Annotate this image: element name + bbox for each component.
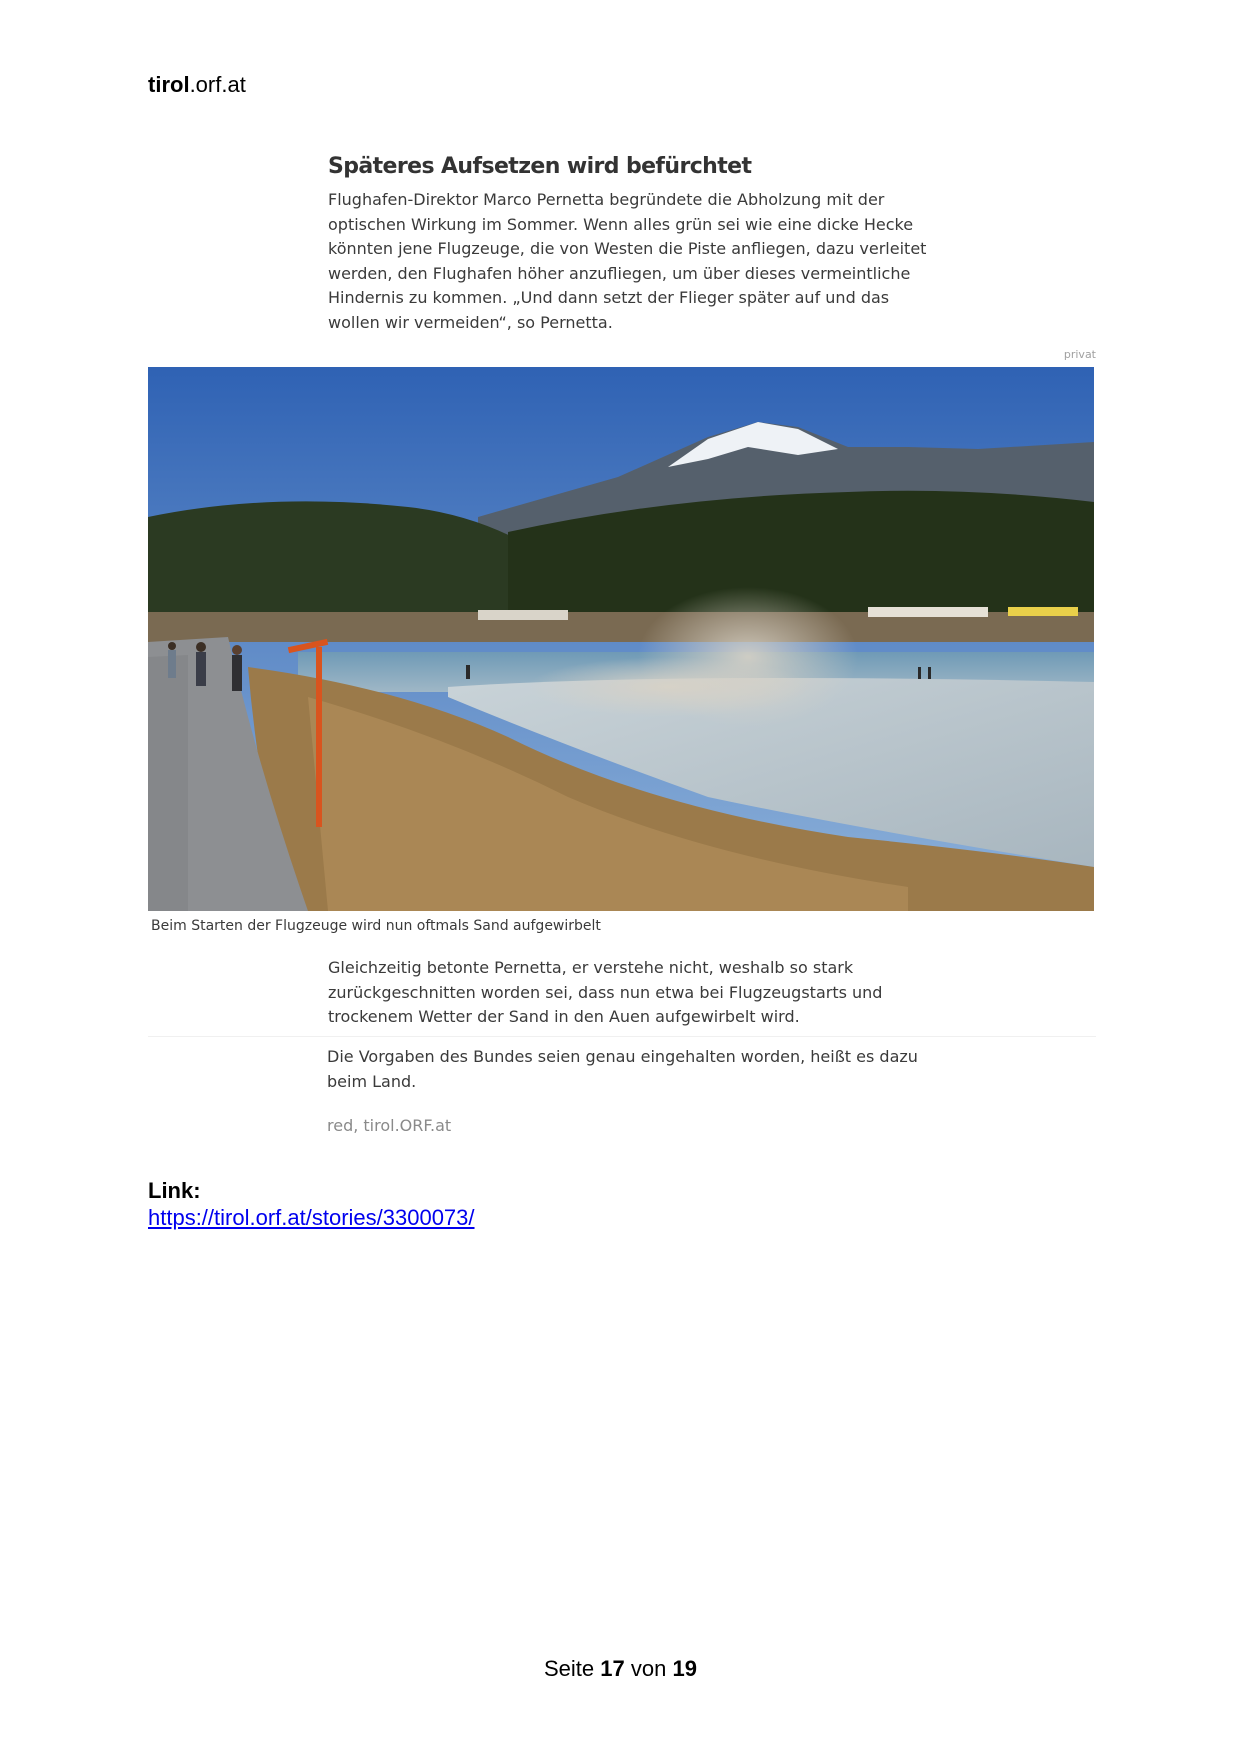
article-paragraph: Gleichzeitig betonte Pernetta, er verstehe nicht, weshalb so stark zurückgeschnitten worden sei, dass nun etwa bei Flugzeugstarts und trockenem Wetter der Sand in den Auen aufgewirbelt wird. [328,958,883,1026]
paragraph-divider [148,1036,1096,1037]
page-counter-middle: von [630,1656,667,1681]
article-author: red, tirol.ORF.at [327,1116,452,1135]
page-counter-prefix: Seite [544,1656,595,1681]
source-label [148,72,246,98]
article-photo [148,367,1094,911]
page-total: 19 [672,1656,697,1681]
source-label-rest: .orf.at [189,72,246,97]
page-counter [0,1656,1241,1682]
source-label-bold: tirol [148,72,190,97]
photo-credit: privat [1063,348,1096,361]
article-headline: Späteres Aufsetzen wird befürchtet [328,154,752,179]
page-current: 17 [600,1656,625,1681]
link-label: Link: [148,1178,201,1203]
source-link[interactable]: https://tirol.orf.at/stories/3300073/ [148,1205,475,1230]
article-paragraph: Die Vorgaben des Bundes seien genau eingehalten worden, heißt es dazu beim Land. [327,1047,918,1091]
article-lead-paragraph: Flughafen-Direktor Marco Pernetta begründete die Abholzung mit der optischen Wirkung im Sommer. Wenn alles grün sei wie eine dicke Hecke könnten jene Flugzeuge, die von Westen die Piste anfliegen, dazu verleitet werden, den Flughafen höher anzufliegen, um über dieses vermeintliche Hindernis zu kommen. „Und dann setzt der Flieger später auf und das wollen wir vermeiden“, so Pernetta. [328,190,927,332]
photo-caption: Beim Starten der Flugzeuge wird nun oftmals Sand aufgewirbelt [151,918,601,934]
